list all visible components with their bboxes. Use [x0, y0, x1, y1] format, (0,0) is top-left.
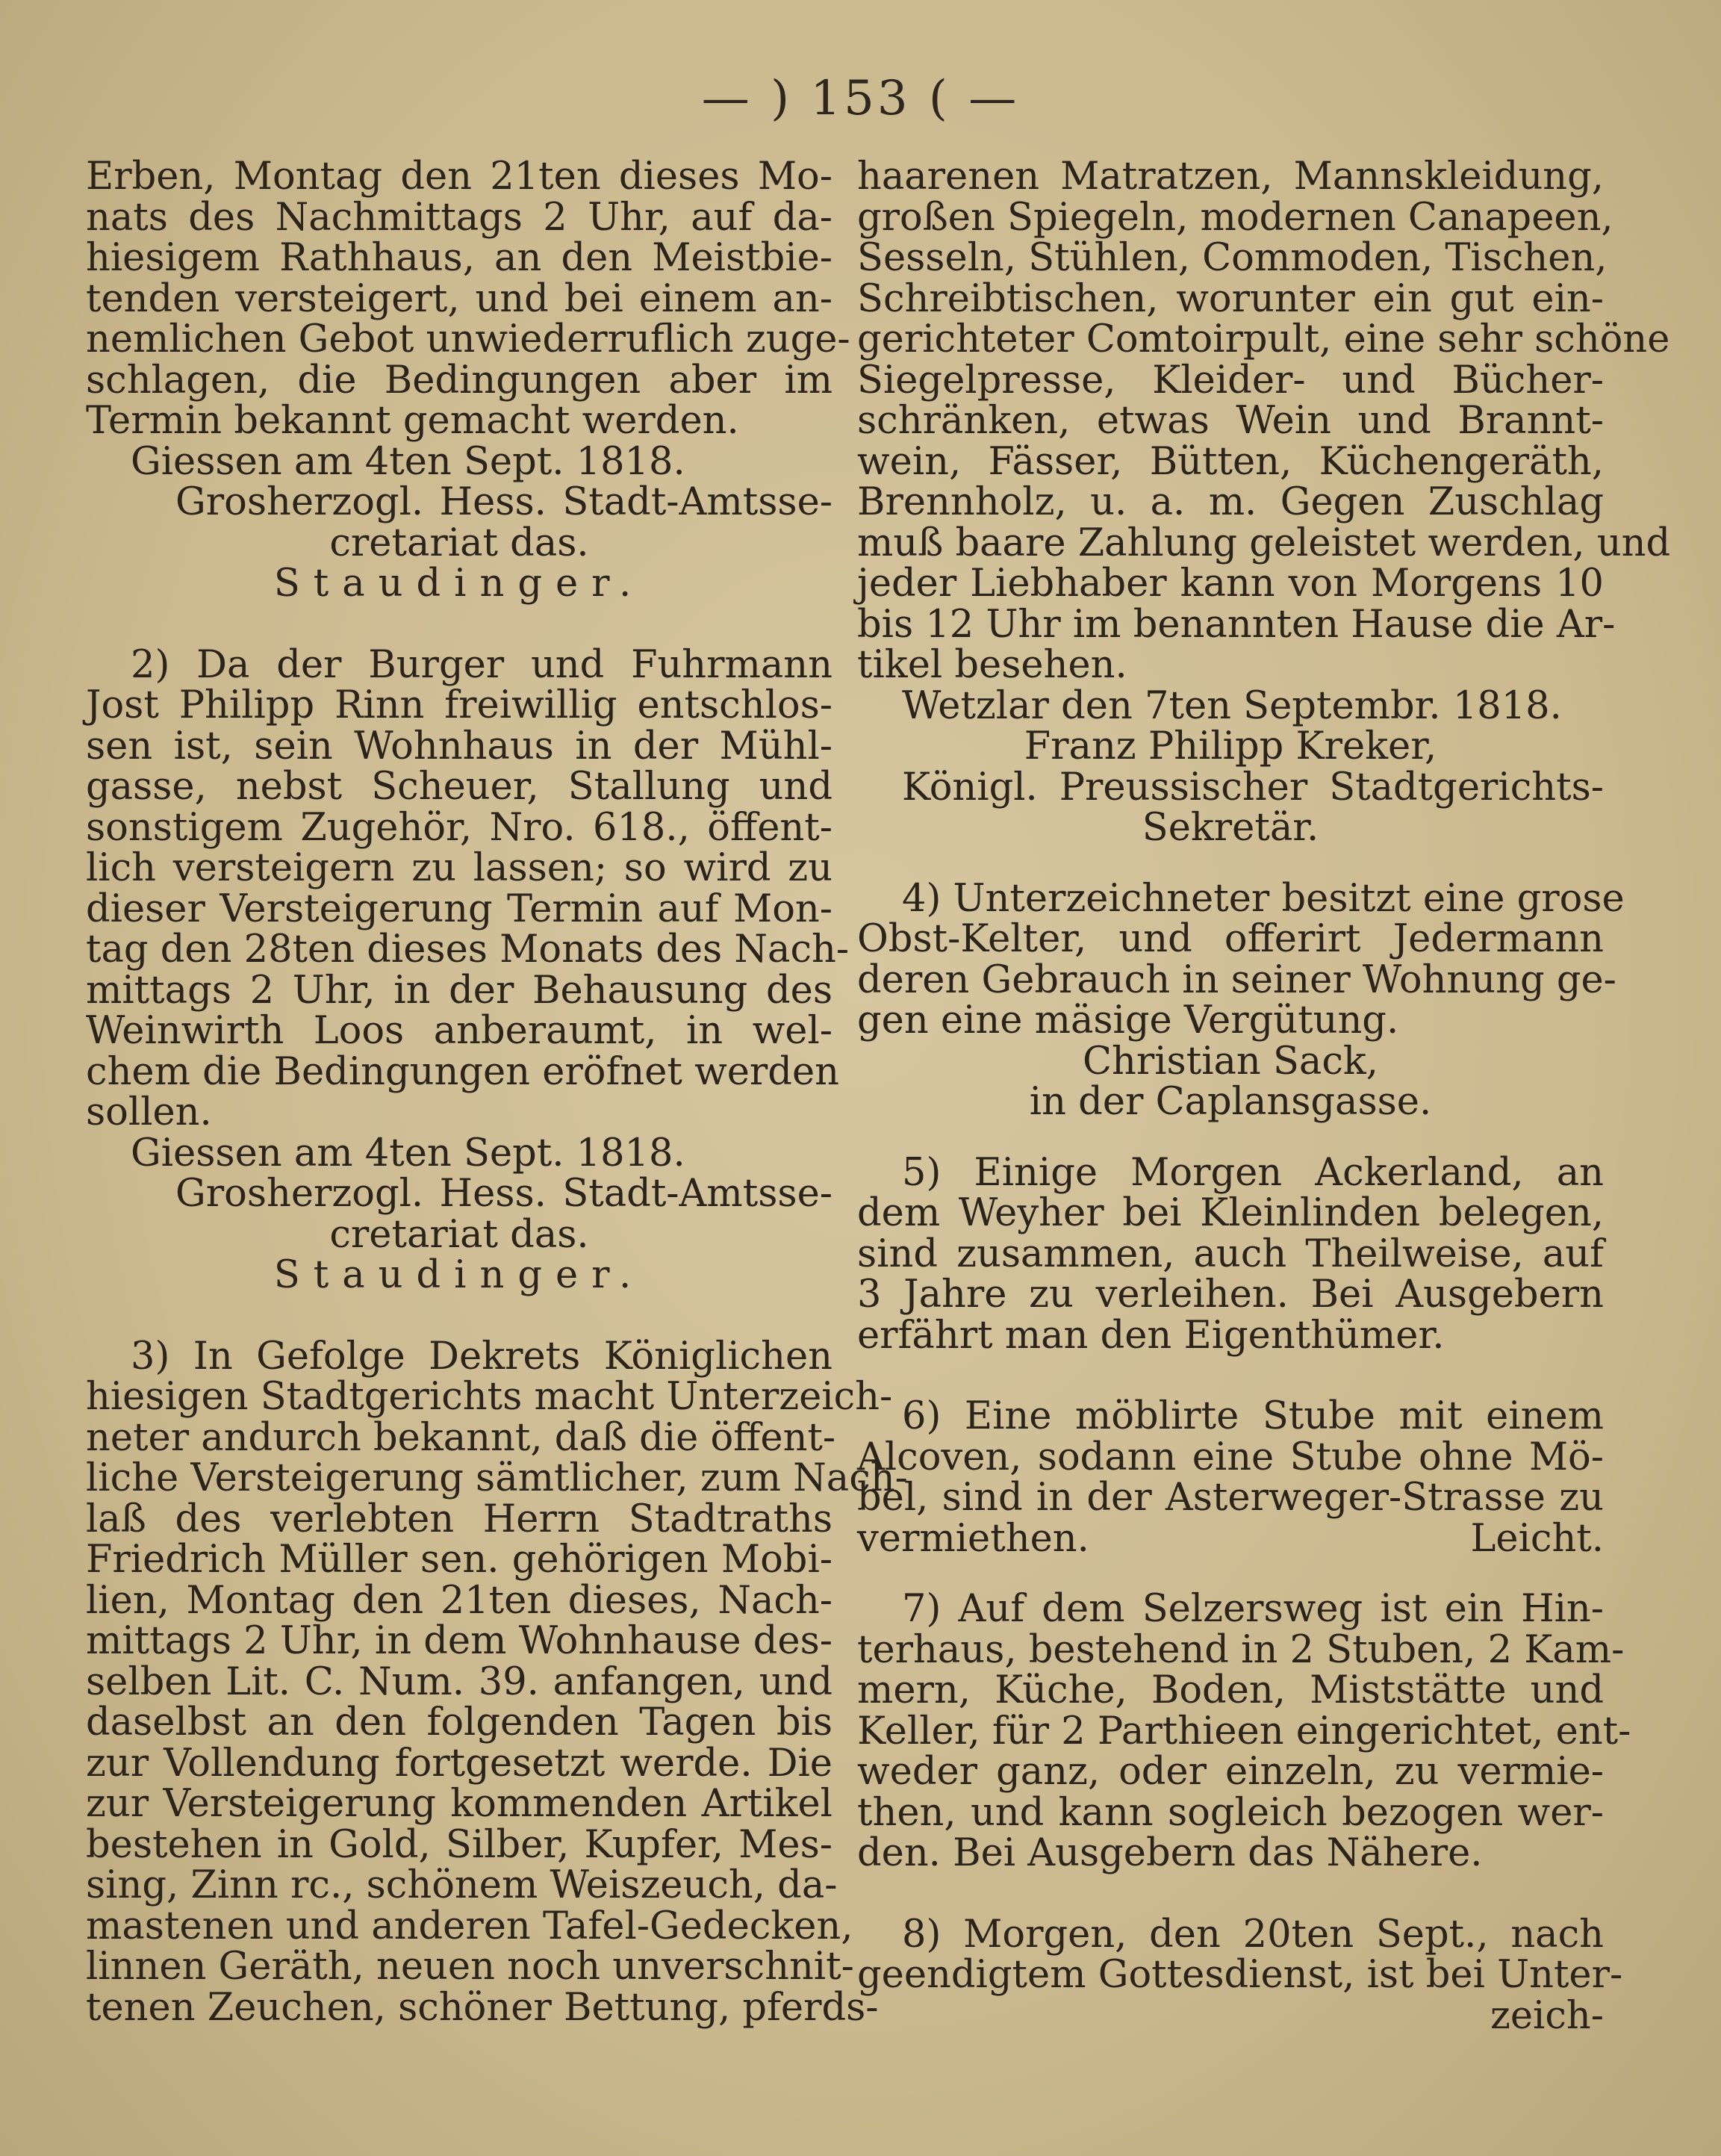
text-line: Jost Philipp Rinn freiwillig entschlos- [86, 683, 833, 727]
text-line: wein, Fässer, Bütten, Küchengeräth, [857, 439, 1604, 484]
text-line: Wetzlar den 7ten Septembr. 1818. [902, 683, 1562, 728]
text-line: cretariat das. [329, 1212, 589, 1257]
text-line: Termin bekannt gemacht werden. [86, 399, 739, 443]
text-line: bis 12 Uhr im benannten Hause die Ar- [857, 602, 1616, 647]
text-line: den. Bei Ausgebern das Nähere. [857, 1831, 1483, 1875]
text-line: mern, Küche, Boden, Miststätte und [857, 1668, 1604, 1712]
text-line: sing, Zinn rc., schönem Weiszeuch, da- [86, 1863, 838, 1907]
text-line: Weinwirth Loos anberaumt, in wel- [86, 1009, 833, 1053]
text-line: großen Spiegeln, modernen Canapeen, [857, 195, 1613, 240]
text-line: schlagen, die Bedingungen aber im [86, 358, 833, 403]
text-line: Sesseln, Stühlen, Commoden, Tischen, [857, 236, 1608, 280]
text-line: Christian Sack, [1082, 1039, 1379, 1084]
text-line: dem Weyher bei Kleinlinden belegen, [857, 1191, 1604, 1235]
page-number-header: — ) 153 ( — [701, 71, 1020, 126]
text-line: linnen Geräth, neuen noch unverschnit- [86, 1945, 854, 1989]
text-line: 4) Unterzeichneter besitzt eine grose [902, 876, 1625, 921]
left-column [86, 155, 908, 2030]
text-line: muß baare Zahlung geleistet werden, und [857, 521, 1671, 565]
text-line: Friedrich Müller sen. gehörigen Mobi- [86, 1538, 833, 1582]
text-line: zur Versteigerung kommenden Artikel [86, 1782, 833, 1826]
text-line: lich versteigern zu lassen; so wird zu [86, 846, 833, 890]
text-line: Schreibtischen, worunter ein gut ein- [857, 276, 1604, 321]
text-line: jeder Liebhaber kann von Morgens 10 [857, 562, 1604, 606]
text-line: sind zusammen, auch Theilweise, auf [857, 1231, 1604, 1276]
text-line: Königl. Preussischer Stadtgerichts- [902, 765, 1604, 810]
text-line: chem die Bedingungen eröfnet werden [86, 1049, 839, 1094]
text-line: 2) Da der Burger und Fuhrmann [131, 642, 833, 687]
text-line: geendigtem Gottesdienst, ist bei Unter- [857, 1953, 1623, 1997]
text-line: 5) Einige Morgen Ackerland, an [902, 1150, 1604, 1195]
text-line: mittags 2 Uhr, in dem Wohnhause des- [86, 1619, 833, 1663]
text-line: tikel besehen. [857, 643, 1127, 687]
text-line: 7) Auf dem Selzersweg ist ein Hin- [902, 1587, 1604, 1631]
text-line: Grosherzogl. Hess. Stadt-Amtsse- [175, 1172, 833, 1216]
text-line: Staudinger. [273, 562, 645, 606]
text-line: schränken, etwas Wein und Brannt- [857, 399, 1604, 443]
text-line: tenen Zeuchen, schöner Bettung, pferds- [86, 1985, 879, 2030]
text-line: haarenen Matratzen, Mannskleidung, [857, 155, 1604, 199]
text-line: then, und kann sogleich bezogen wer- [857, 1790, 1604, 1835]
text-line: Franz Philipp Kreker, [1024, 724, 1437, 768]
text-line: tenden versteigert, und bei einem an- [86, 276, 833, 321]
text-line: 8) Morgen, den 20ten Sept., nach [902, 1912, 1604, 1957]
text-line: Erben, Montag den 21ten dieses Mo- [86, 155, 833, 199]
text-line: lien, Montag den 21ten dieses, Nach- [86, 1578, 833, 1623]
paragraph-gap [857, 1123, 1604, 1153]
text-line: nats des Nachmittags 2 Uhr, auf da- [86, 195, 833, 240]
text-line: Siegelpresse, Kleider- und Bücher- [857, 358, 1604, 403]
text-line: 3) In Gefolge Dekrets Königlichen [131, 1334, 833, 1379]
text-line: gasse, nebst Scheuer, Stallung und [86, 765, 833, 809]
text-line: deren Gebrauch in seiner Wohnung ge- [857, 957, 1616, 1002]
text-line: hiesigen Stadtgerichts macht Unterzeich- [86, 1375, 893, 1419]
paragraph-gap [857, 1874, 1604, 1915]
text-line: Sekretär. [1142, 806, 1319, 850]
paragraph-gap [857, 849, 1604, 879]
text-line: Obst-Kelter, und offerirt Jedermann [857, 917, 1604, 961]
paragraph-gap [86, 605, 833, 645]
text-line: sen ist, sein Wohnhaus in der Mühl- [86, 724, 833, 768]
text-line: Staudinger. [273, 1253, 645, 1297]
text-line: tag den 28ten dieses Monats des Nach- [86, 928, 850, 972]
paragraph-gap [86, 1296, 833, 1337]
text-line: Giessen am 4ten Sept. 1818. [131, 439, 685, 484]
text-line: neter andurch bekannt, daß die öffent- [86, 1415, 836, 1460]
text-line: mastenen und anderen Tafel-Gedecken, [86, 1904, 853, 1948]
paragraph-gap [857, 1356, 1604, 1397]
text-line: liche Versteigerung sämtlicher, zum Nach- [86, 1456, 908, 1500]
text-line: in der Caplansgasse. [1029, 1080, 1432, 1124]
text-line: daselbst an den folgenden Tagen bis [86, 1700, 833, 1745]
text-line: weder ganz, oder einzeln, zu vermie- [857, 1750, 1604, 1794]
text-line: zeich- [1490, 1993, 1604, 2038]
text-line: zur Vollendung fortgesetzt werde. Die [86, 1741, 833, 1786]
text-line: hiesigem Rathhaus, an den Meistbie- [86, 236, 833, 280]
text-line: Keller, für 2 Parthieen eingerichtet, ent- [857, 1709, 1631, 1753]
text-line: erfährt man den Eigenthümer. [857, 1313, 1445, 1358]
text-line: bel, sind in der Asterweger-Strasse zu [857, 1476, 1604, 1520]
text-line: terhaus, bestehend in 2 Stuben, 2 Kam- [857, 1627, 1625, 1672]
text-line: gerichteter Comtoirpult, eine sehr schöne [857, 317, 1670, 361]
text-line: bestehen in Gold, Silber, Kupfer, Mes- [86, 1822, 833, 1867]
text-line: gen eine mäsige Vergütung. [857, 998, 1399, 1043]
text-line: dieser Versteigerung Termin auf Mon- [86, 886, 833, 931]
text-line: sonstigem Zugehör, Nro. 618., öffent- [86, 805, 833, 850]
text-line: selben Lit. C. Num. 39. anfangen, und [86, 1659, 833, 1704]
text-line: nemlichen Gebot unwiederruflich zuge- [86, 317, 850, 361]
text-line: mittags 2 Uhr, in der Behausung des [86, 968, 833, 1013]
paragraph-gap [857, 1559, 1604, 1589]
text-line: 6) Eine möblirte Stube mit einem [902, 1394, 1604, 1438]
text-line: Alcoven, sodann eine Stube ohne Mö- [857, 1435, 1604, 1479]
text-line: laß des verlebten Herrn Stadtraths [86, 1497, 833, 1541]
text-line: cretariat das. [329, 521, 589, 565]
text-line: vermiethen. Leicht. [857, 1516, 1604, 1561]
right-column [857, 155, 1671, 2038]
text-line: sollen. [86, 1090, 212, 1134]
text-line: Brennholz, u. a. m. Gegen Zuschlag [857, 480, 1604, 524]
text-line: Giessen am 4ten Sept. 1818. [131, 1131, 685, 1175]
text-line: Grosherzogl. Hess. Stadt-Amtsse- [175, 480, 833, 524]
text-line: 3 Jahre zu verleihen. Bei Ausgebern [857, 1273, 1604, 1317]
